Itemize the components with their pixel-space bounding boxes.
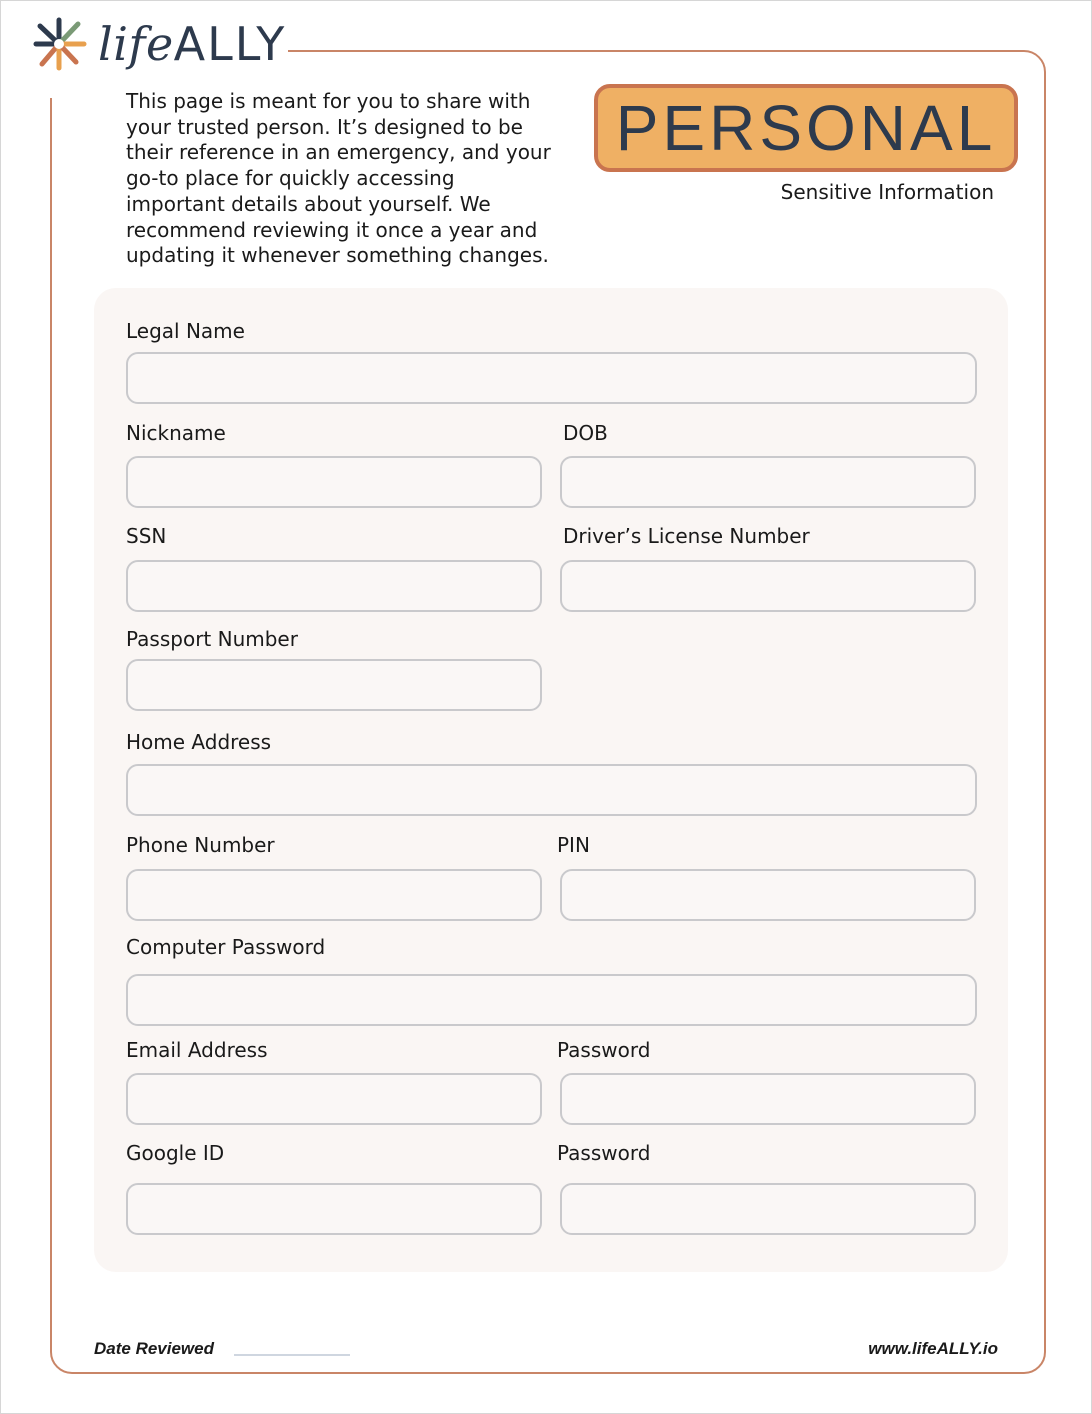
lifeally-logo <box>32 14 286 74</box>
date-reviewed-line[interactable] <box>234 1354 350 1356</box>
google-id-label: Google ID <box>126 1141 225 1165</box>
badge-label: PERSONAL <box>615 92 997 164</box>
dob-label: DOB <box>563 421 608 445</box>
logo-wordmark <box>98 17 287 71</box>
pin-field[interactable] <box>560 869 976 921</box>
phone-field[interactable] <box>126 869 542 921</box>
dob-field[interactable] <box>560 456 976 508</box>
email-label: Email Address <box>126 1038 268 1062</box>
computer-password-label: Computer Password <box>126 935 326 959</box>
email-field[interactable] <box>126 1073 542 1125</box>
passport-label: Passport Number <box>126 627 298 651</box>
ssn-label: SSN <box>126 524 167 548</box>
passport-field[interactable] <box>126 659 542 711</box>
nickname-label: Nickname <box>126 421 226 445</box>
logo-life: life <box>98 17 174 71</box>
computer-password-field[interactable] <box>126 974 977 1026</box>
google-password-field[interactable] <box>560 1183 976 1235</box>
google-password-label: Password <box>557 1141 651 1165</box>
intro-paragraph: This page is meant for you to share with your trusted person. It’s designed to be their reference in an emergency, and your go-to place for quickly accessing important details about yourself. We recommend reviewing it once a year and updating it whenever something changes. <box>126 89 551 268</box>
ssn-field[interactable] <box>126 560 542 612</box>
legal-name-field[interactable] <box>126 352 977 404</box>
legal-name-label: Legal Name <box>126 319 245 343</box>
nickname-field[interactable] <box>126 456 542 508</box>
email-password-label: Password <box>557 1038 651 1062</box>
personal-badge <box>594 84 1018 172</box>
starburst-logo-icon <box>32 14 90 74</box>
logo-ally: ALLY <box>173 17 287 71</box>
drivers-license-label: Driver’s License Number <box>563 524 810 548</box>
phone-label: Phone Number <box>126 833 275 857</box>
home-address-field[interactable] <box>126 764 977 816</box>
website-url[interactable]: www.lifeALLY.io <box>868 1339 998 1358</box>
google-id-field[interactable] <box>126 1183 542 1235</box>
home-address-label: Home Address <box>126 730 272 754</box>
pin-label: PIN <box>557 833 590 857</box>
sensitive-subtitle: Sensitive Information <box>780 180 994 204</box>
date-reviewed-label: Date Reviewed <box>94 1339 214 1358</box>
drivers-license-field[interactable] <box>560 560 976 612</box>
email-password-field[interactable] <box>560 1073 976 1125</box>
